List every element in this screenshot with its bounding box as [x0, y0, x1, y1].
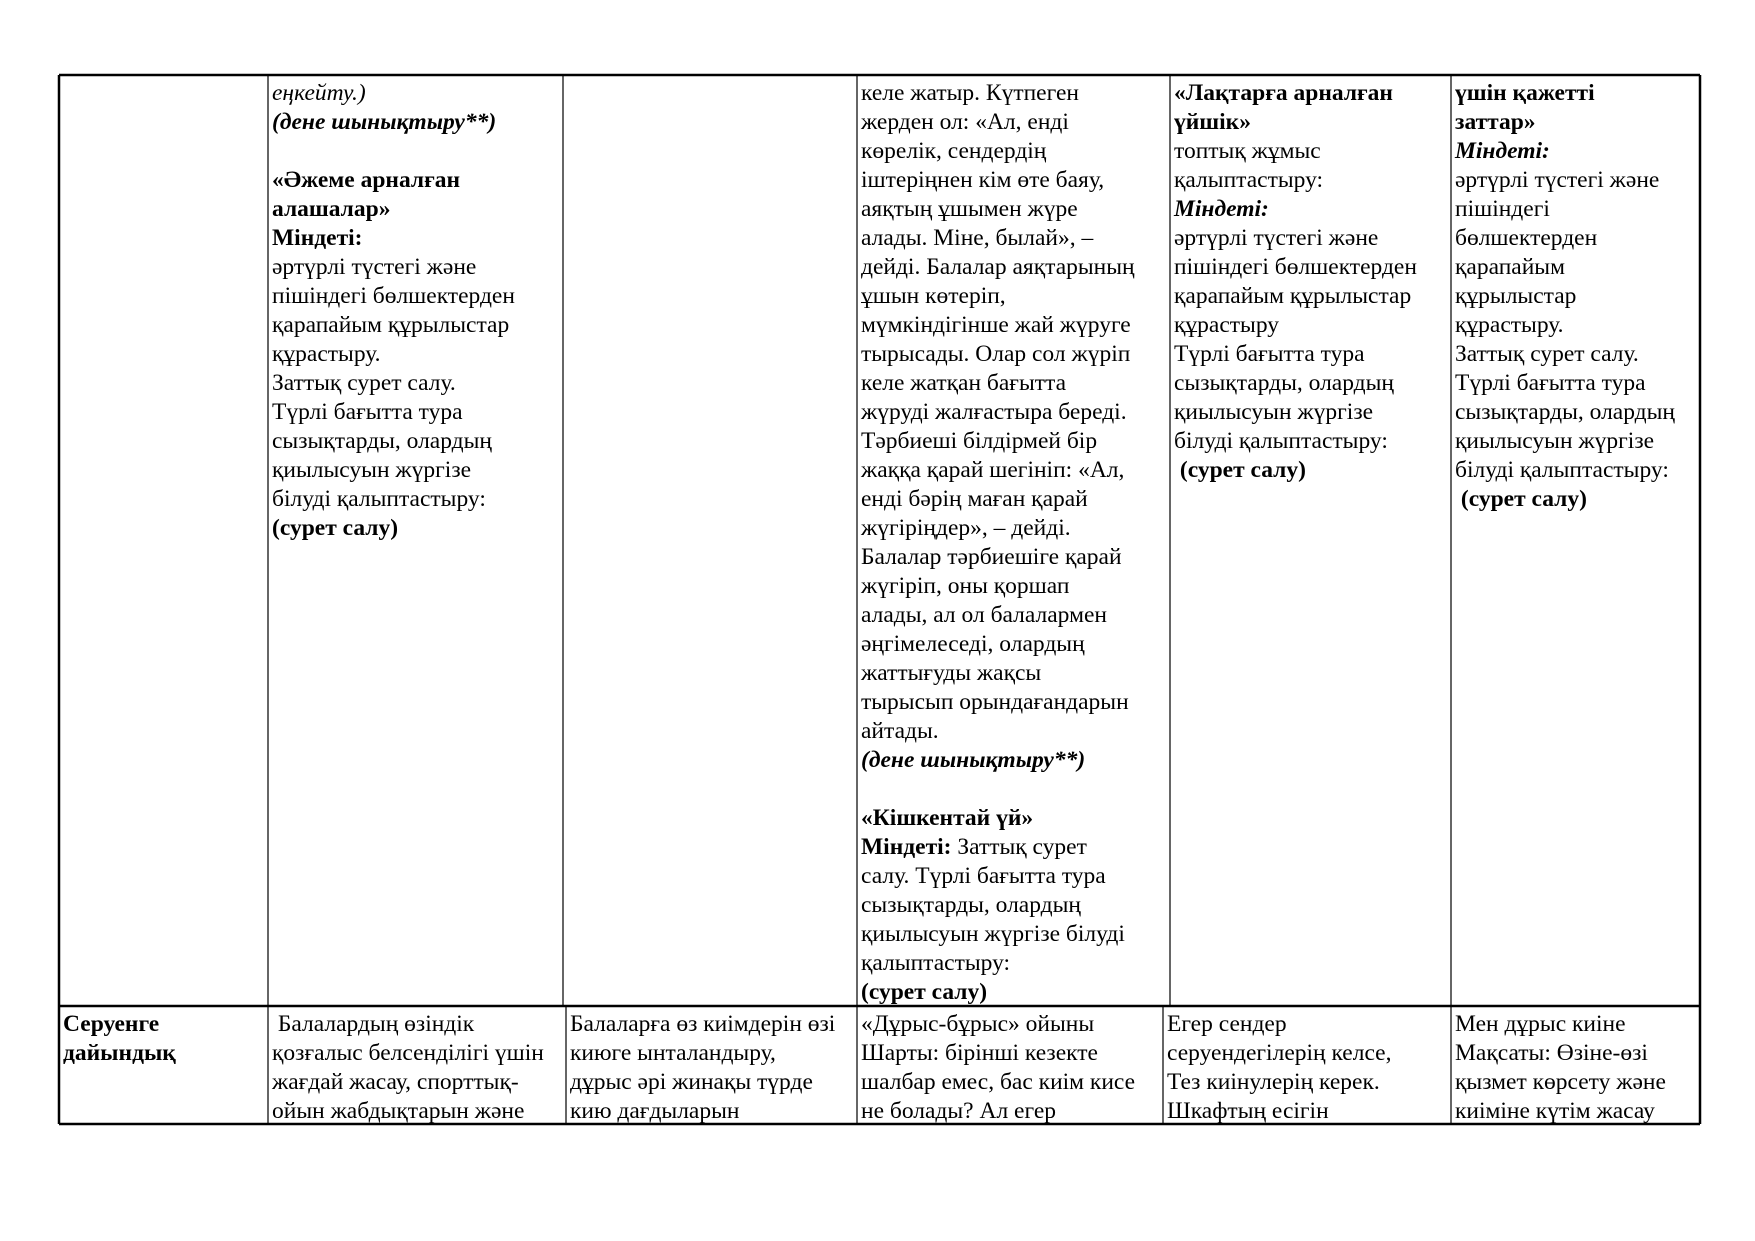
cell-line: Балалардың өзіндік	[272, 1011, 475, 1037]
cell-line: білуді қалыптастыру:	[1455, 457, 1669, 483]
cell-line: дейді. Балалар аяқтарының	[861, 254, 1135, 280]
cell-line: жерден ол: «Ал, енді	[861, 109, 1069, 135]
cell-line: (сурет салу)	[272, 515, 399, 541]
cell-line: кию дағдыларын	[570, 1098, 740, 1124]
cell-line: қиылысуын жүргізе білуді	[861, 921, 1125, 947]
cell-line: қиылысуын жүргізе	[1455, 428, 1655, 454]
cell-line: іштеріңнен кім өте баяу,	[861, 167, 1105, 193]
cell-line: мүмкіндігінше жай жүруге	[861, 312, 1131, 338]
cell-line: (сурет салу)	[1455, 486, 1587, 512]
cell-line: салу. Түрлі бағытта тура	[861, 863, 1106, 889]
cell-line: «Лақтарға арналған	[1174, 80, 1393, 106]
cell-line: құрастыру	[1174, 312, 1280, 338]
cell-line: қызмет көрсету және	[1455, 1069, 1666, 1095]
cell-line: Түрлі бағытта тура	[1455, 370, 1646, 396]
cell-line-blank	[861, 775, 1170, 804]
cell-line: заттар»	[1455, 109, 1536, 135]
row2-col5-cell	[1163, 1006, 1451, 1124]
cell-line: Міндеті:	[272, 225, 363, 251]
cell-line: Тәрбиеші білдірмей бір	[861, 428, 1098, 454]
cell-line: серуендегілерің келсе,	[1167, 1040, 1392, 1066]
cell-line-blank	[272, 137, 563, 166]
cell-line: үшін қажетті	[1455, 80, 1595, 106]
cell-line: әртүрлі түстегі және	[1174, 225, 1379, 251]
cell-line: пішіндегі бөлшектерден	[272, 283, 515, 309]
cell-line: Тез киінулерің керек.	[1167, 1069, 1380, 1095]
row-heading-line: Серуенге	[63, 1011, 160, 1037]
cell-line: қозғалыс белсенділігі үшін	[272, 1040, 544, 1066]
cell-line: (дене шынықтыру**)	[272, 109, 497, 135]
cell-line: еңкейту.)	[272, 80, 366, 106]
text-run: Заттық сурет	[951, 834, 1087, 860]
cell-line: Шкафтың есігін	[1167, 1098, 1329, 1124]
cell-line: дұрыс әрі жинақы түрде	[570, 1069, 813, 1095]
cell-line: Түрлі бағытта тура	[272, 399, 463, 425]
cell-line: алады. Міне, былай», –	[861, 225, 1094, 251]
cell-line: Егер сендер	[1167, 1011, 1287, 1037]
cell-line: әртүрлі түстегі және	[1455, 167, 1660, 193]
cell-line: жүруді жалғастыра береді.	[861, 399, 1127, 425]
cell-line: сызықтарды, олардың	[1455, 399, 1675, 425]
cell-line: Мен дұрыс киіне	[1455, 1011, 1626, 1037]
cell-line: «Әжеме арналған	[272, 167, 461, 193]
cell-line: «Кішкентай үй»	[861, 805, 1034, 831]
cell-line: алады, ал ол балалармен	[861, 602, 1107, 628]
cell-line: сызықтарды, олардың	[272, 428, 492, 454]
cell-line: шалбар емес, бас киім кисе	[861, 1069, 1136, 1095]
cell-line: Міндеті:	[1174, 196, 1269, 222]
row2-col6-cell	[1451, 1006, 1700, 1124]
cell-line: әртүрлі түстегі және	[272, 254, 477, 280]
cell-line: сызықтарды, олардың	[861, 892, 1081, 918]
cell-line: жағдай жасау, спорттық-	[272, 1069, 519, 1095]
cell-line: тырысады. Олар сол жүріп	[861, 341, 1131, 367]
row1-col5-cell	[1170, 75, 1451, 1006]
row1-col3-cell	[563, 75, 857, 1006]
cell-line: құрастыру.	[1455, 312, 1564, 338]
cell-line: Мақсаты: Өзіне-өзі	[1455, 1040, 1648, 1066]
cell-line: жүгіріңдер», – дейді.	[861, 515, 1071, 541]
cell-line: алашалар»	[272, 196, 391, 222]
row2-col3-cell	[566, 1006, 857, 1124]
cell-line: келе жатыр. Күтпеген	[861, 80, 1079, 106]
cell-line: қарапайым құрылыстар	[1174, 283, 1412, 309]
cell-line: (сурет салу)	[861, 979, 988, 1005]
cell-line: үйшік»	[1174, 109, 1251, 135]
row2-col4-cell	[857, 1006, 1163, 1124]
cell-line: киюге ынталандыру,	[570, 1040, 776, 1066]
cell-line: қарапайым	[1455, 254, 1565, 280]
cell-line: айтады.	[861, 718, 939, 744]
cell-line: ұшын көтеріп,	[861, 283, 1006, 309]
cell-line-mixed	[861, 833, 1170, 862]
cell-line: пішіндегі	[1455, 196, 1550, 222]
cell-line: білуді қалыптастыру:	[272, 486, 486, 512]
cell-line: Балалар тәрбиешіге қарай	[861, 544, 1122, 570]
row1-col2-cell	[268, 75, 563, 1006]
row-heading-line: дайындық	[63, 1040, 176, 1066]
row1-col4-cell	[857, 75, 1170, 1006]
row2-col1-cell	[59, 1006, 268, 1124]
cell-line: жаттығуды жақсы	[861, 660, 1042, 686]
cell-line: аяқтың ұшымен жүре	[861, 196, 1078, 222]
cell-line: қалыптастыру:	[1174, 167, 1324, 193]
row2-col2-cell	[268, 1006, 566, 1124]
cell-line: топтық жұмыс	[1174, 138, 1321, 164]
row1-col6-cell	[1451, 75, 1700, 1006]
cell-line: енді бәрің маған қарай	[861, 486, 1088, 512]
cell-line: пішіндегі бөлшектерден	[1174, 254, 1417, 280]
cell-line: сызықтарды, олардың	[1174, 370, 1394, 396]
cell-line: қиылысуын жүргізе	[272, 457, 472, 483]
cell-line: білуді қалыптастыру:	[1174, 428, 1388, 454]
cell-line: құрастыру.	[272, 341, 381, 367]
cell-line: (дене шынықтыру**)	[861, 747, 1086, 773]
cell-line: бөлшектерден	[1455, 225, 1598, 251]
cell-line: Міндеті:	[1455, 138, 1550, 164]
cell-line: жаққа қарай шегініп: «Ал,	[861, 457, 1125, 483]
cell-line: қиылысуын жүргізе	[1174, 399, 1374, 425]
cell-line: жүгіріп, оны қоршап	[861, 573, 1070, 599]
cell-line: құрылыстар	[1455, 283, 1577, 309]
cell-line: келе жатқан бағытта	[861, 370, 1066, 396]
cell-line: Шарты: бірінші кезекте	[861, 1040, 1098, 1066]
cell-line: қалыптастыру:	[861, 950, 1011, 976]
cell-line: қарапайым құрылыстар	[272, 312, 510, 338]
cell-line: Заттық сурет салу.	[272, 370, 456, 396]
cell-line: Заттық сурет салу.	[1455, 341, 1639, 367]
cell-line: (сурет салу)	[1174, 457, 1306, 483]
cell-line: не болады? Ал егер	[861, 1098, 1056, 1124]
cell-line: «Дұрыс-бұрыс» ойыны	[861, 1011, 1095, 1037]
cell-line: әңгімелеседі, олардың	[861, 631, 1085, 657]
cell-line: көрелік, сендердің	[861, 138, 1047, 164]
row1-col1-cell	[59, 75, 268, 1006]
cell-line: Түрлі бағытта тура	[1174, 341, 1365, 367]
cell-line: Балаларға өз киімдерін өзі	[570, 1011, 836, 1037]
bold-run: Міндеті:	[861, 834, 952, 860]
cell-line: ойын жабдықтарын және	[272, 1098, 525, 1124]
cell-line: тырысып орындағандарын	[861, 689, 1129, 715]
cell-line: киіміне күтім жасау	[1455, 1098, 1655, 1124]
